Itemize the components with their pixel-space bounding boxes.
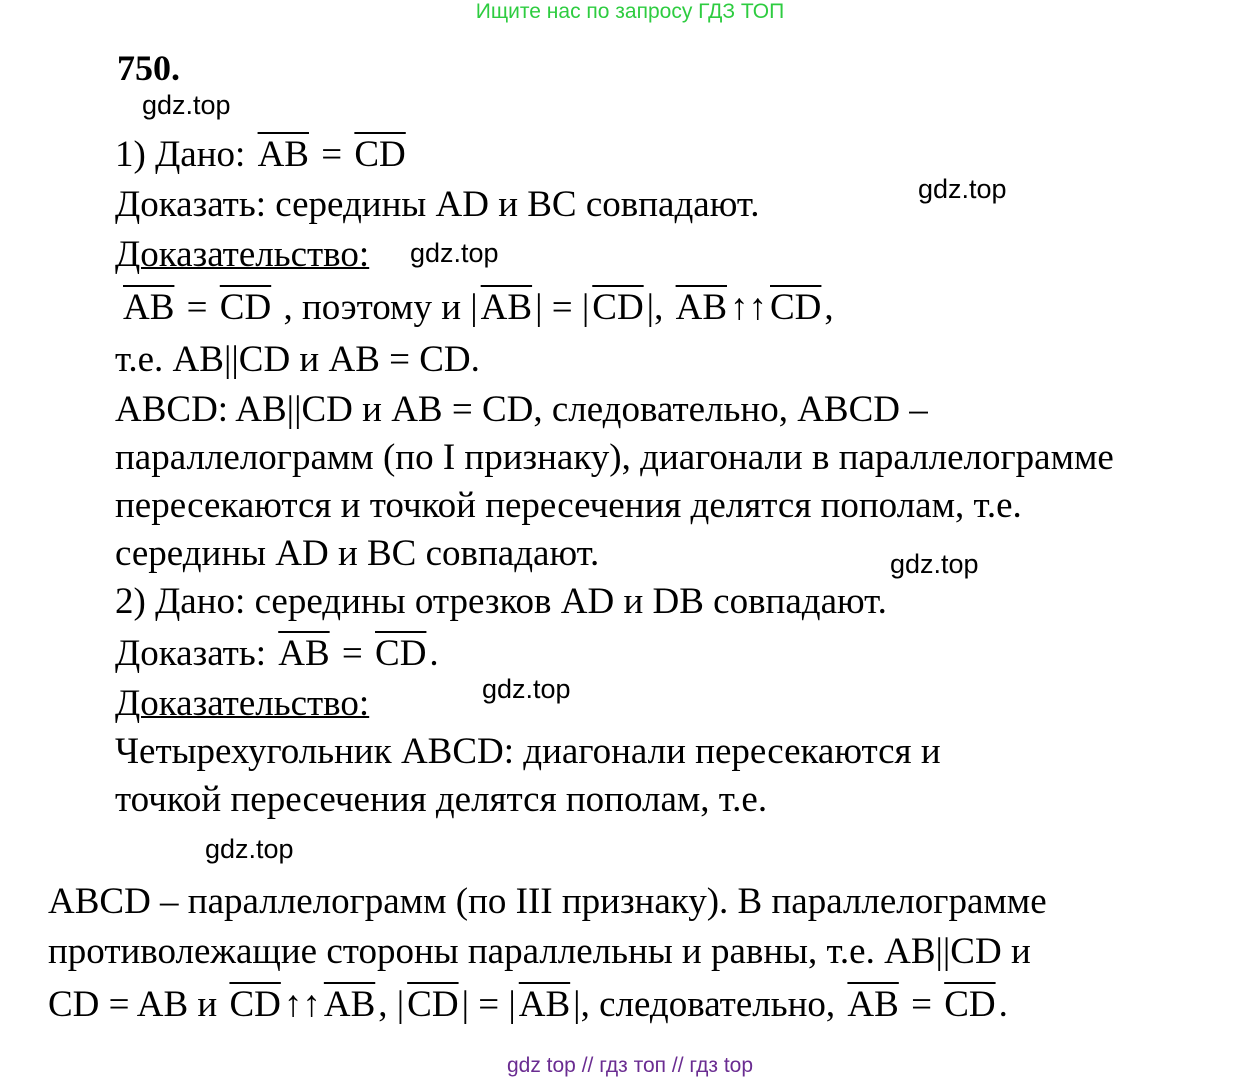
text-line (117, 46, 180, 91)
text-line (115, 532, 599, 576)
text-line (115, 133, 409, 177)
watermark: gdz.top (482, 674, 571, 704)
watermark: gdz.top (205, 834, 294, 864)
text-segment: Четырехугольник ABCD: диагонали пересекаются и (115, 731, 941, 772)
text-line (120, 286, 834, 330)
text-segment: |, следовательно, (573, 984, 845, 1025)
text-line (48, 930, 1031, 974)
text-line (115, 183, 760, 227)
text-segment: пересекаются и точкой пересечения делятся пополам, т.е. (115, 485, 1022, 526)
text-line (115, 388, 928, 432)
text-segment: середины AD и BC совпадают. (115, 533, 600, 574)
footer-links: gdz top // гдз топ // гдз top (506, 1054, 754, 1077)
watermark: gdz.top (410, 238, 499, 268)
text-segment: Доказать: середины AD и BC совпадают. (115, 184, 760, 225)
text-segment: Доказать: (115, 633, 276, 674)
text-segment: 1) Дано: (115, 134, 255, 175)
text-line (115, 338, 480, 382)
watermark: gdz.top (142, 90, 231, 120)
vector-label: $\overline{AB}$ (123, 287, 175, 328)
text-segment: точкой пересечения делятся пополам, т.е. (115, 779, 768, 820)
text-segment: ↑↑ (283, 984, 321, 1025)
text-line (115, 580, 887, 624)
text-line (115, 778, 767, 822)
text-segment: = (177, 287, 217, 328)
vector-label: $\overline{AB}$ (675, 287, 727, 328)
text-segment: параллелограмм (по I признаку), диагонали в параллелограмме (115, 437, 1114, 478)
vector-label: $\overline{CD}$ (944, 984, 996, 1025)
vector-label: $\overline{AB}$ (278, 633, 330, 674)
text-segment: . (429, 633, 439, 674)
text-line (115, 730, 941, 774)
vector-label: $\overline{CD}$ (229, 984, 281, 1025)
text-segment: ↑↑ (730, 287, 767, 328)
vector-label: $\overline{CD}$ (770, 287, 822, 328)
text-segment: CD = AB и (48, 984, 227, 1025)
text-line (48, 880, 1047, 924)
text-line (48, 983, 1008, 1027)
text-line (115, 233, 369, 277)
vector-label: $\overline{AB}$ (480, 287, 533, 328)
vector-label: $\overline{CD}$ (407, 984, 459, 1025)
watermark: gdz.top (918, 174, 1007, 204)
text-segment: | = | (461, 984, 516, 1025)
text-segment: , поэтому и | (274, 287, 478, 328)
text-segment: т.е. AB||CD и AB = CD. (115, 339, 480, 380)
text-segment: 2) Дано: середины отрезков AD и DB совпадают. (115, 581, 887, 622)
text-segment: |, (646, 287, 673, 328)
text-line (115, 632, 439, 676)
text-segment: = (311, 134, 352, 175)
proof-heading: Доказательство: (115, 683, 370, 724)
text-segment: . (998, 984, 1008, 1025)
header-banner: Ищите нас по запросу ГДЗ ТОП (475, 0, 785, 23)
text-segment: = (332, 633, 373, 674)
text-line (115, 436, 1114, 480)
text-segment: , | (378, 984, 405, 1025)
text-segment: , (824, 287, 834, 328)
vector-label: $\overline{AB}$ (518, 984, 571, 1025)
text-segment: | = | (535, 287, 590, 328)
vector-label: $\overline{CD}$ (219, 287, 272, 328)
problem-number: 750. (117, 48, 180, 88)
vector-label: $\overline{AB}$ (257, 134, 309, 175)
vector-label: $\overline{AB}$ (847, 984, 899, 1025)
vector-label: $\overline{CD}$ (354, 134, 406, 175)
vector-label: $\overline{CD}$ (592, 287, 644, 328)
text-segment: = (901, 984, 942, 1025)
text-segment: ABCD: AB||CD и AB = CD, следовательно, ABCD – (115, 389, 928, 430)
vector-label: $\overline{CD}$ (375, 633, 427, 674)
watermark: gdz.top (890, 549, 979, 579)
text-line (115, 682, 369, 726)
text-line (115, 484, 1022, 528)
text-segment: ABCD – параллелограмм (по III признаку). В параллелограмме (48, 881, 1047, 922)
proof-heading: Доказательство: (115, 234, 370, 275)
text-segment: противолежащие стороны параллельны и равны, т.е. AB||CD и (48, 931, 1031, 972)
vector-label: $\overline{AB}$ (323, 984, 376, 1025)
